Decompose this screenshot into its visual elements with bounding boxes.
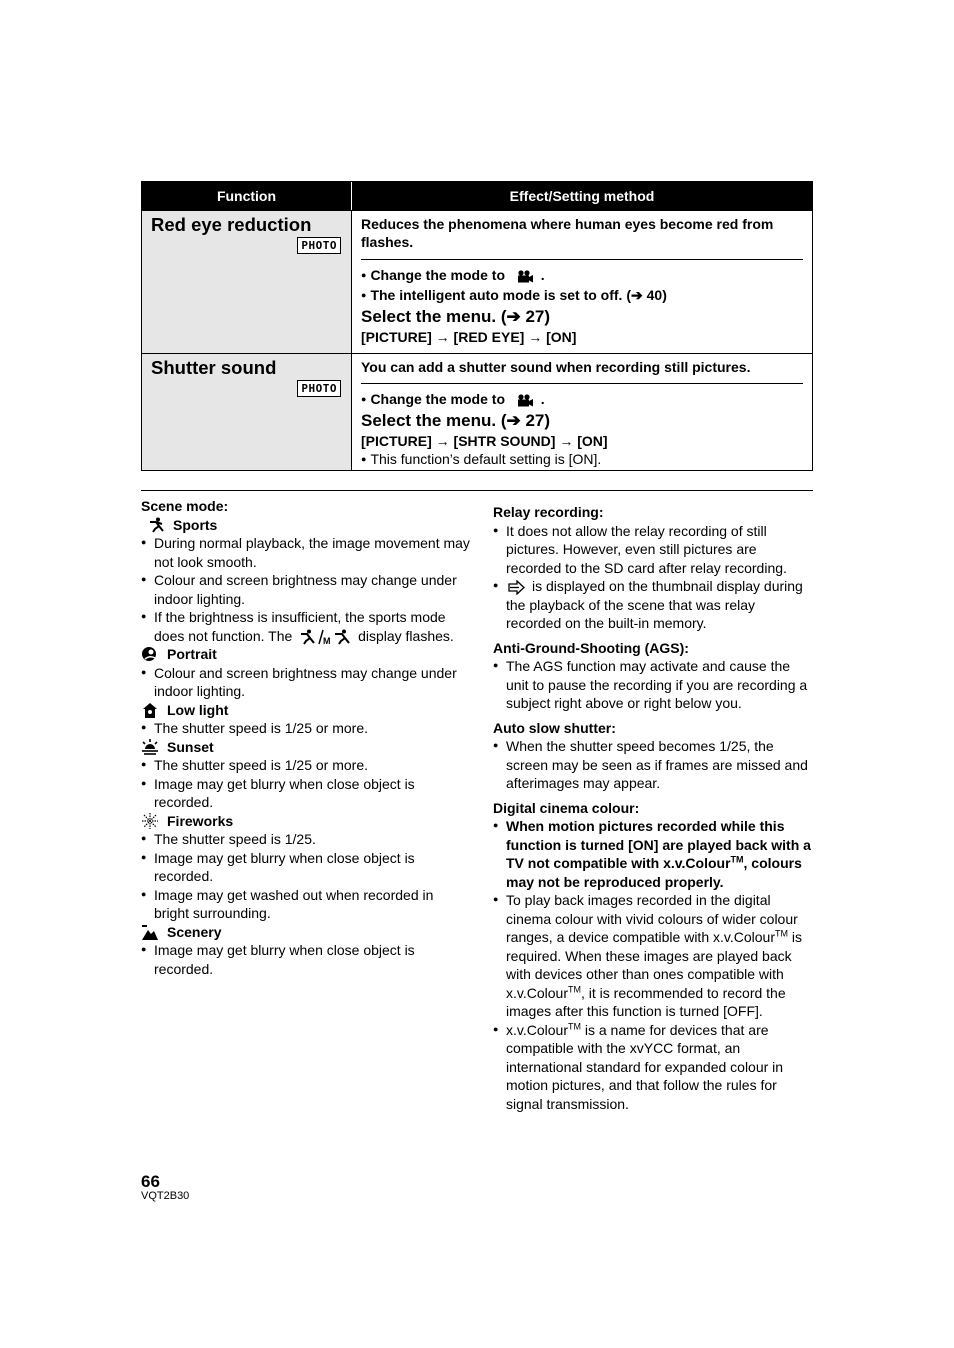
scenery-icon <box>141 924 159 940</box>
portrait-note-1: ● Colour and screen brightness may change under indoor lighting. <box>141 664 471 701</box>
sports-icon <box>147 517 165 533</box>
divider <box>361 383 803 384</box>
cinema-warning: ● When motion pictures recorded while this function is turned [ON] are played back with a TV not compatible with x.v.Colour™, colours may not be reproduced properly. <box>493 817 813 891</box>
scene-mode-section <box>141 497 471 978</box>
sports-manual-icon <box>299 629 351 645</box>
sports-note-1: ● During normal playback, the image movement may not look smooth. <box>141 534 471 571</box>
notes-section <box>493 503 813 1113</box>
sunset-note-2: ● Image may get blurry when close object is recorded. <box>141 775 471 812</box>
motion-picture-mode-icon <box>517 270 533 283</box>
ags-note-1: ● The AGS function may activate and cause the unit to pause the recording if you are recording a subject right above or right below you. <box>493 657 813 713</box>
step-change-mode: ● Change the mode to . <box>361 266 803 286</box>
motion-picture-mode-icon <box>517 394 533 407</box>
function-title: Shutter sound <box>151 357 277 378</box>
photo-mode-badge: PHOTO <box>297 237 341 254</box>
step-change-mode: ● Change the mode to . <box>361 390 803 410</box>
model-code: VQT2B30 <box>141 1190 190 1202</box>
scenery-note-1: ● Image may get blurry when close object is recorded. <box>141 941 471 978</box>
sunset-subheading: Sunset <box>141 738 471 757</box>
table-header <box>142 182 812 210</box>
menu-path: [PICTURE] → [SHTR SOUND] → [ON] <box>361 433 608 449</box>
sports-note-3: ● If the brightness is insufficient, the sports mode does not function. The M display flashes. <box>141 608 471 645</box>
scenery-subheading: Scenery <box>141 923 471 942</box>
relay-note-2: ● is displayed on the thumbnail display during the playback of the scene that was relay recorded on the built-in memory. <box>493 577 813 633</box>
relay-heading: Relay recording: <box>493 504 604 520</box>
effect-description: You can add a shutter sound when recording still pictures. <box>361 359 751 375</box>
effect-cell <box>352 354 812 470</box>
cinema-colour-heading: Digital cinema colour: <box>493 799 640 816</box>
step-auto-off: ● The intelligent auto mode is set to off. (➔ 40) <box>361 286 803 306</box>
table-row-shutter-sound <box>142 353 812 470</box>
sports-subheading: Sports <box>141 516 471 535</box>
fireworks-icon <box>141 813 159 829</box>
select-menu-heading: Select the menu. (➔ 27) <box>361 411 551 430</box>
function-title: Red eye reduction <box>151 214 312 235</box>
effect-description: Reduces the phenomena where human eyes become red from flashes. <box>361 216 774 250</box>
divider <box>361 259 803 260</box>
default-note: ● This function’s default setting is [ON]. <box>361 450 803 470</box>
header-function: Function <box>142 182 352 210</box>
cinema-note-2: ● x.v.Colour™ is a name for devices that are compatible with the xvYCC format, an international standard for expanded colour in motion pictures, and that follow the rules for signal transmission. <box>493 1021 813 1114</box>
scene-mode-heading: Scene mode: <box>141 498 229 514</box>
header-effect: Effect/Setting method <box>509 188 655 204</box>
sunset-note-1: ● The shutter speed is 1/25 or more. <box>141 756 471 775</box>
lowlight-subheading: Low light <box>141 701 471 720</box>
cinema-note-1: ● To play back images recorded in the digital cinema colour with vivid colours of wider colour ranges, a device compatible with x.v.Colour™ is required. When these images are played back with devices other than ones compatible with x.v.Colour™, it is recommended to record the images after this function is turned [OFF]. <box>493 891 813 1021</box>
svg-text:M: M <box>323 635 331 645</box>
menu-path: [PICTURE] → [RED EYE] → [ON] <box>361 329 577 345</box>
fireworks-note-1: ● The shutter speed is 1/25. <box>141 830 471 849</box>
fireworks-subheading: Fireworks <box>141 812 471 831</box>
photo-mode-badge: PHOTO <box>297 380 341 397</box>
slow-shutter-note-1: ● When the shutter speed becomes 1/25, the screen may be seen as if frames are missed and afterimages may appear. <box>493 737 813 793</box>
portrait-icon <box>141 646 159 662</box>
function-table <box>141 181 813 471</box>
sports-note-2: ● Colour and screen brightness may change under indoor lighting. <box>141 571 471 608</box>
lowlight-note-1: ● The shutter speed is 1/25 or more. <box>141 719 471 738</box>
slow-shutter-heading: Auto slow shutter: <box>493 719 616 736</box>
function-cell <box>142 354 352 470</box>
function-cell <box>142 211 352 353</box>
section-divider <box>141 490 813 491</box>
table-row-red-eye <box>142 210 812 353</box>
relay-icon <box>508 580 526 595</box>
effect-cell <box>352 211 812 353</box>
relay-note-1: ● It does not allow the relay recording of still pictures. However, even still pictures are recorded to the SD card after relay recording. <box>493 522 813 578</box>
ags-heading: Anti-Ground-Shooting (AGS): <box>493 639 689 656</box>
low-light-icon <box>141 702 159 718</box>
select-menu-heading: Select the menu. (➔ 27) <box>361 307 551 326</box>
fireworks-note-2: ● Image may get blurry when close object is recorded. <box>141 849 471 886</box>
sunset-icon <box>141 739 159 755</box>
fireworks-note-3: ● Image may get washed out when recorded in bright surrounding. <box>141 886 471 923</box>
portrait-subheading: Portrait <box>141 645 471 664</box>
page-number: 66 <box>141 1172 160 1191</box>
